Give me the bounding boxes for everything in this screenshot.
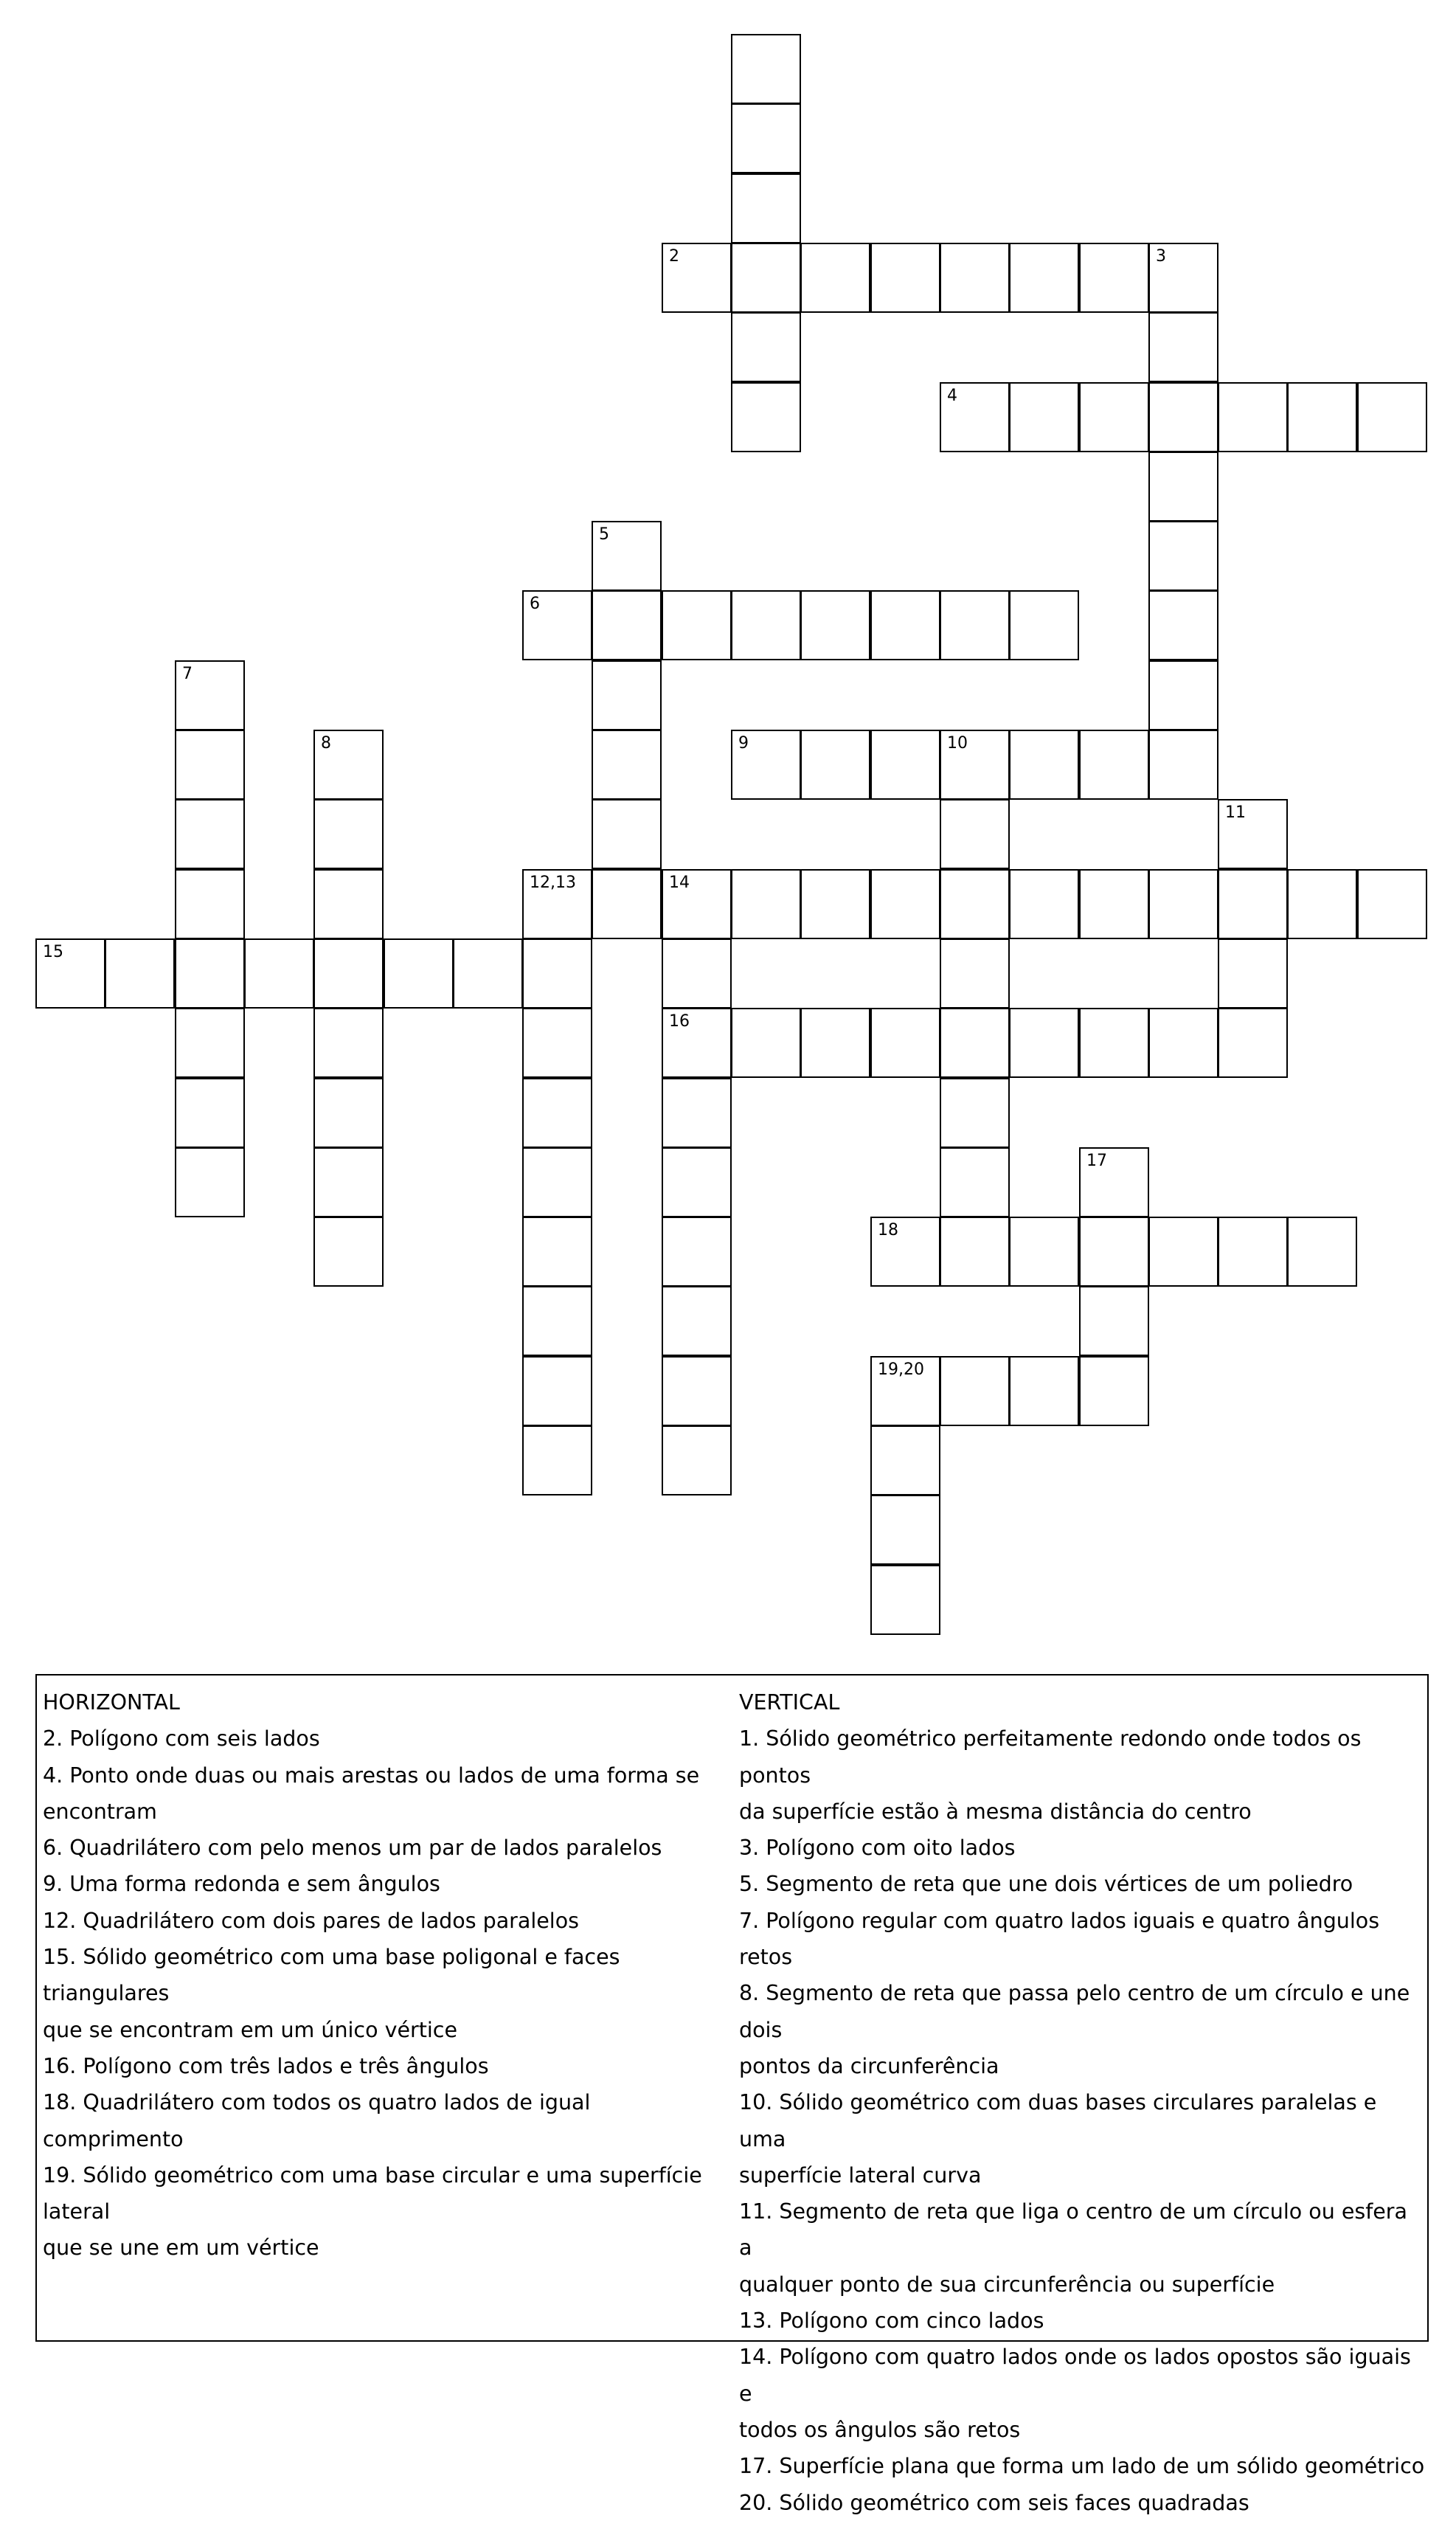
crossword-cell[interactable] — [175, 1078, 245, 1148]
crossword-cell[interactable] — [1079, 1147, 1149, 1217]
crossword-cell[interactable] — [592, 730, 662, 800]
crossword-cell[interactable] — [1148, 660, 1218, 730]
crossword-cell[interactable] — [313, 1078, 384, 1148]
vertical-clue-line: 11. Segmento de reta que liga o centro de um círculo ou esfera a — [739, 2199, 1407, 2261]
vertical-clue-line: 20. Sólido geométrico com seis faces quadradas — [739, 2490, 1249, 2515]
crossword-cell[interactable] — [1009, 1217, 1079, 1287]
crossword-cell[interactable] — [1148, 869, 1218, 939]
crossword-cell[interactable] — [800, 243, 870, 313]
crossword-cell[interactable] — [1148, 1008, 1218, 1078]
clue-number: 17 — [1086, 1152, 1107, 1170]
crossword-cell[interactable] — [1287, 1217, 1357, 1287]
crossword-cell[interactable] — [453, 938, 523, 1009]
clue-number: 19,20 — [878, 1360, 924, 1379]
crossword-cell[interactable] — [1357, 382, 1427, 452]
vertical-clue-line: 5. Segmento de reta que une dois vértices de um poliedro — [739, 1872, 1353, 1897]
vertical-clue-line: 1. Sólido geométrico perfeitamente redondo onde todos os pontos — [739, 1726, 1362, 1788]
crossword-cell[interactable] — [1079, 730, 1149, 800]
horizontal-clue-line: que se encontram em um único vértice — [43, 2017, 457, 2042]
crossword-cell[interactable] — [1148, 452, 1218, 522]
crossword-cell[interactable] — [662, 1078, 732, 1148]
crossword-cell[interactable] — [1218, 1217, 1288, 1287]
crossword-cell[interactable] — [592, 660, 662, 730]
crossword-cell[interactable] — [731, 869, 801, 939]
vertical-clue-line: 7. Polígono regular com quatro lados iguais e quatro ângulos retos — [739, 1908, 1380, 1970]
crossword-cell[interactable] — [175, 1147, 245, 1217]
clue-number: 15 — [43, 943, 63, 961]
crossword-cell[interactable] — [175, 799, 245, 869]
crossword-cell[interactable] — [592, 799, 662, 869]
clue-number: 3 — [1156, 247, 1166, 266]
crossword-cell[interactable] — [1009, 730, 1079, 800]
crossword-cell[interactable] — [1357, 869, 1427, 939]
clue-number: 16 — [669, 1012, 690, 1031]
horizontal-clue-line: 2. Polígono com seis lados — [43, 1726, 320, 1751]
crossword-cell[interactable] — [1079, 1217, 1149, 1287]
crossword-cell[interactable] — [522, 590, 592, 660]
vertical-clue-line: superfície lateral curva — [739, 2162, 982, 2188]
crossword-cell[interactable] — [522, 1425, 592, 1495]
horizontal-clue-line: 12. Quadrilátero com dois pares de lados paralelos — [43, 1908, 580, 1933]
crossword-cell[interactable] — [662, 243, 732, 313]
crossword-cell[interactable] — [522, 1008, 592, 1078]
horizontal-clue-line: 9. Uma forma redonda e sem ângulos — [43, 1872, 440, 1897]
horizontal-clue-line: 19. Sólido geométrico com uma base circular e uma superfície lateral — [43, 2162, 702, 2224]
crossword-cell[interactable] — [940, 1078, 1010, 1148]
crossword-cell[interactable] — [1218, 1008, 1288, 1078]
vertical-clue-line: qualquer ponto de sua circunferência ou superfície — [739, 2272, 1275, 2297]
crossword-cell[interactable] — [1009, 382, 1079, 452]
crossword-cell[interactable] — [313, 938, 384, 1009]
crossword-cell[interactable] — [870, 1356, 940, 1426]
crossword-cell[interactable] — [592, 869, 662, 939]
clue-number: 9 — [738, 734, 749, 753]
vertical-clue-line: 8. Segmento de reta que passa pelo centro de um círculo e une dois — [739, 1981, 1410, 2042]
crossword-cell[interactable] — [313, 799, 384, 869]
vertical-clue-line: 3. Polígono com oito lados — [739, 1836, 1016, 1861]
vertical-clue-line: pontos da circunferência — [739, 2053, 999, 2078]
crossword-cell[interactable] — [662, 1217, 732, 1287]
vertical-clue-line: todos os ângulos são retos — [739, 2417, 1021, 2442]
crossword-cell[interactable] — [384, 938, 454, 1009]
crossword-cell[interactable] — [662, 1425, 732, 1495]
crossword-cell[interactable] — [870, 730, 940, 800]
crossword-cell[interactable] — [313, 1008, 384, 1078]
crossword-cell[interactable] — [522, 1356, 592, 1426]
crossword-cell[interactable] — [244, 938, 314, 1009]
crossword-cell[interactable] — [940, 1356, 1010, 1426]
crossword-cell[interactable] — [175, 938, 245, 1009]
crossword-cell[interactable] — [105, 938, 175, 1009]
crossword-cell[interactable] — [940, 1217, 1010, 1287]
crossword-cell[interactable] — [522, 1217, 592, 1287]
crossword-cell[interactable] — [313, 730, 384, 800]
clue-number: 18 — [878, 1221, 898, 1239]
clue-number: 14 — [669, 874, 690, 892]
crossword-cell[interactable] — [522, 869, 592, 939]
horizontal-clue-line: 4. Ponto onde duas ou mais arestas ou lados de uma forma se — [43, 1763, 700, 1788]
crossword-cell[interactable] — [175, 869, 245, 939]
crossword-cell[interactable] — [662, 938, 732, 1009]
crossword-cell[interactable] — [870, 1008, 940, 1078]
clue-number: 5 — [599, 525, 609, 544]
horizontal-clue-line: 18. Quadrilátero com todos os quatro lados de igual comprimento — [43, 2090, 591, 2151]
clues-box — [35, 1674, 1429, 2515]
crossword-cell[interactable] — [800, 590, 870, 660]
crossword-cell[interactable] — [940, 869, 1010, 939]
crossword-cell[interactable] — [940, 730, 1010, 800]
crossword-cell[interactable] — [731, 243, 801, 313]
horizontal-heading: HORIZONTAL — [43, 1690, 180, 1715]
vertical-clues — [739, 1684, 1425, 2521]
crossword-cell[interactable] — [731, 312, 801, 382]
clue-number: 4 — [947, 387, 957, 405]
crossword-cell[interactable] — [662, 1356, 732, 1426]
crossword-cell[interactable] — [522, 938, 592, 1009]
horizontal-clue-line: 6. Quadrilátero com pelo menos um par de lados paralelos — [43, 1836, 662, 1861]
crossword-cell[interactable] — [522, 1286, 592, 1356]
crossword-cell[interactable] — [731, 1008, 801, 1078]
crossword-cell[interactable] — [175, 660, 245, 730]
crossword-cell[interactable] — [1148, 382, 1218, 452]
clue-number: 12,13 — [530, 874, 576, 892]
vertical-clue-line: 14. Polígono com quatro lados onde os lados opostos são iguais e — [739, 2345, 1411, 2406]
crossword-cell[interactable] — [1009, 590, 1079, 660]
crossword-cell[interactable] — [1148, 590, 1218, 660]
clue-number: 10 — [947, 734, 968, 753]
crossword-cell[interactable] — [1218, 869, 1288, 939]
crossword-cell[interactable] — [731, 730, 801, 800]
clue-number: 6 — [530, 595, 540, 613]
crossword-cell[interactable] — [870, 1425, 940, 1495]
crossword-cell[interactable] — [1079, 1356, 1149, 1426]
crossword-cell[interactable] — [1148, 243, 1218, 313]
crossword-cell[interactable] — [1218, 938, 1288, 1009]
horizontal-clue-line: encontram — [43, 1799, 157, 1824]
crossword-cell[interactable] — [1287, 869, 1357, 939]
crossword-cell[interactable] — [522, 1078, 592, 1148]
crossword-cell[interactable] — [870, 1565, 940, 1635]
vertical-heading: VERTICAL — [739, 1690, 840, 1715]
crossword-cell[interactable] — [313, 869, 384, 939]
horizontal-clue-line: 16. Polígono com três lados e três ângulos — [43, 2053, 489, 2078]
crossword-cell[interactable] — [1079, 382, 1149, 452]
crossword-cell[interactable] — [662, 1286, 732, 1356]
crossword-cell[interactable] — [1009, 243, 1079, 313]
crossword-cell[interactable] — [940, 1008, 1010, 1078]
crossword-cell[interactable] — [731, 590, 801, 660]
crossword-cell[interactable] — [1148, 730, 1218, 800]
crossword-cell[interactable] — [940, 799, 1010, 869]
crossword-cell[interactable] — [313, 1217, 384, 1287]
crossword-cell[interactable] — [940, 590, 1010, 660]
crossword-cell[interactable] — [1079, 1286, 1149, 1356]
crossword-cell[interactable] — [800, 869, 870, 939]
vertical-clue-line: 10. Sólido geométrico com duas bases circulares paralelas e uma — [739, 2090, 1377, 2151]
vertical-clue-line: 17. Superfície plana que forma um lado de um sólido geométrico — [739, 2454, 1425, 2479]
crossword-cell[interactable] — [940, 1147, 1010, 1217]
crossword-cell[interactable] — [1009, 869, 1079, 939]
crossword-cell[interactable] — [800, 1008, 870, 1078]
crossword-cell[interactable] — [731, 34, 801, 104]
crossword-cell[interactable] — [731, 382, 801, 452]
crossword-cell[interactable] — [940, 243, 1010, 313]
crossword-cell[interactable] — [1009, 1356, 1079, 1426]
vertical-clue-line: da superfície estão à mesma distância do centro — [739, 1799, 1252, 1824]
crossword-cell[interactable] — [662, 869, 732, 939]
clue-number: 8 — [321, 734, 331, 753]
crossword-cell[interactable] — [940, 938, 1010, 1009]
crossword-cell[interactable] — [870, 1217, 940, 1287]
clue-number: 7 — [182, 665, 193, 683]
crossword-cell[interactable] — [592, 521, 662, 591]
vertical-clue-line: 13. Polígono com cinco lados — [739, 2309, 1044, 2334]
crossword-cell[interactable] — [1079, 869, 1149, 939]
crossword-cell[interactable] — [800, 730, 870, 800]
crossword-cell[interactable] — [522, 1147, 592, 1217]
crossword-cell[interactable] — [662, 1008, 732, 1078]
horizontal-clues — [43, 1684, 732, 2266]
crossword-cell[interactable] — [662, 1147, 732, 1217]
crossword-cell[interactable] — [940, 382, 1010, 452]
crossword-cell[interactable] — [35, 938, 105, 1009]
crossword-cell[interactable] — [313, 1147, 384, 1217]
crossword-cell[interactable] — [1148, 1217, 1218, 1287]
crossword-cell[interactable] — [1079, 1008, 1149, 1078]
crossword-cell[interactable] — [1148, 521, 1218, 591]
crossword-cell[interactable] — [1218, 799, 1288, 869]
crossword-cell[interactable] — [870, 869, 940, 939]
crossword-cell[interactable] — [1218, 382, 1288, 452]
crossword-cell[interactable] — [1287, 382, 1357, 452]
clue-number: 2 — [669, 247, 679, 266]
horizontal-clue-line: que se une em um vértice — [43, 2235, 319, 2261]
clue-number: 11 — [1225, 803, 1246, 822]
crossword-cell[interactable] — [731, 103, 801, 173]
crossword-cell[interactable] — [1009, 1008, 1079, 1078]
crossword-cell[interactable] — [731, 173, 801, 243]
crossword-cell[interactable] — [870, 1495, 940, 1565]
crossword-cell[interactable] — [662, 590, 732, 660]
crossword-cell[interactable] — [592, 590, 662, 660]
crossword-cell[interactable] — [870, 590, 940, 660]
crossword-cell[interactable] — [175, 730, 245, 800]
crossword-cell[interactable] — [175, 1008, 245, 1078]
horizontal-clue-line: 15. Sólido geométrico com uma base poligonal e faces triangulares — [43, 1945, 620, 2006]
crossword-cell[interactable] — [1148, 312, 1218, 382]
crossword-cell[interactable] — [870, 243, 940, 313]
crossword-cell[interactable] — [1079, 243, 1149, 313]
